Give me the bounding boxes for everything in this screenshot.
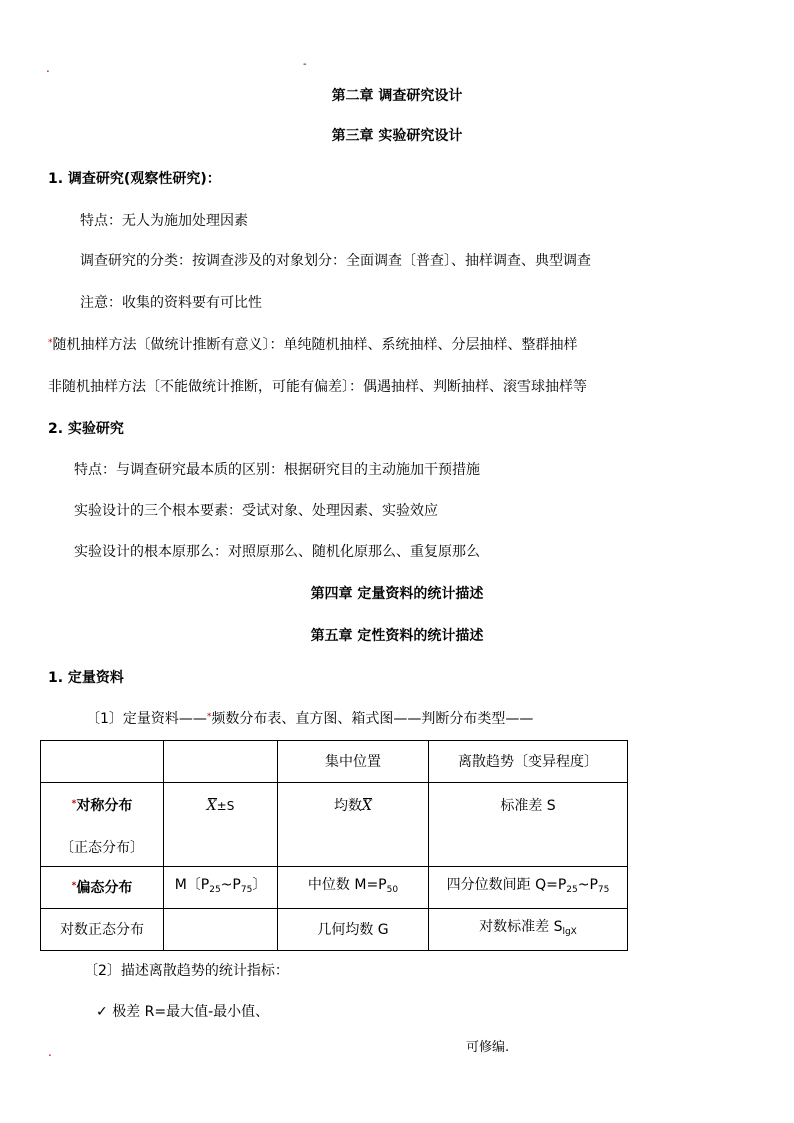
star-mark: * xyxy=(48,338,53,348)
chapter-5-title: 第五章 定性资料的统计描述 xyxy=(310,628,484,644)
symmetric-label: 对称分布 xyxy=(76,798,133,814)
random-sampling-line xyxy=(48,336,578,354)
experiment-principles: 实验设计的根本原那么：对照原那么、随机化原那么、重复原那么 xyxy=(74,544,480,560)
nonrandom-sampling-line: 非随机抽样方法〔不能做统计推断，可能有偏差〕：偶遇抽样、判断抽样、滚雪球抽样等 xyxy=(48,379,587,395)
experiment-features: 特点：与调查研究最本质的区别：根据研究目的主动施加干预措施 xyxy=(74,462,480,478)
subscript: 25 xyxy=(209,885,221,895)
table-row xyxy=(41,867,628,909)
text-part: 对数标准差 S xyxy=(479,919,563,935)
subscript: lgX xyxy=(562,927,577,937)
footer-dot: . xyxy=(48,1045,52,1059)
footer-editable-note: 可修编. xyxy=(466,1040,510,1055)
checkmark-icon: ✓ xyxy=(96,1004,108,1020)
row-label-skewed xyxy=(41,867,164,909)
text-part: ~P xyxy=(577,877,598,893)
symmetric-central-cell xyxy=(278,783,429,867)
subscript: 25 xyxy=(566,885,578,895)
section-survey-heading: 1. 调查研究(观察性研究)： xyxy=(48,171,221,187)
text-part: M〔P xyxy=(174,877,210,893)
text-part: 中位数 M=P xyxy=(307,877,387,893)
header-dash: - xyxy=(303,59,307,70)
random-sampling-text: 随机抽样方法〔做统计推断有意义〕：单纯随机抽样、系统抽样、分层抽样、整群抽样 xyxy=(52,337,578,353)
row-label-lognormal: 对数正态分布 xyxy=(41,909,164,951)
plus-minus-s: ±S xyxy=(216,799,235,813)
symmetric-range-cell xyxy=(164,783,278,867)
mean-label: 均数 xyxy=(334,798,363,814)
lognormal-range-cell xyxy=(164,909,278,951)
range-item xyxy=(96,1003,269,1021)
quantitative-sub1 xyxy=(86,710,533,728)
star-mark: * xyxy=(71,880,77,891)
experiment-elements: 实验设计的三个根本要素：受试对象、处理因素、实验效应 xyxy=(74,503,438,519)
text-part: 〕 xyxy=(252,877,267,893)
chapter-4-title: 第四章 定量资料的统计描述 xyxy=(310,586,484,602)
skewed-dispersion-cell xyxy=(429,867,628,909)
star-mark: * xyxy=(71,799,77,809)
quantitative-sub2: 〔2〕描述离散趋势的统计指标： xyxy=(84,963,289,979)
subscript: 75 xyxy=(597,885,610,895)
table-header-cell: 离散趋势〔变异程度〕 xyxy=(429,741,628,783)
table-row xyxy=(41,783,628,867)
subscript: 50 xyxy=(386,885,399,895)
table-header-row xyxy=(41,741,628,783)
range-text: 极差 R=最大值-最小值、 xyxy=(112,1004,270,1020)
skewed-label: 偏态分布 xyxy=(76,879,133,896)
sub1-text: 频数分布表、直方图、箱式图——判断分布类型—— xyxy=(211,711,534,727)
skewed-range-cell xyxy=(164,867,278,909)
subscript: 75 xyxy=(240,885,253,895)
header-dot: . xyxy=(46,61,50,75)
normal-distribution-note: 〔正态分布〕 xyxy=(60,840,144,856)
sub1-prefix: 〔1〕定量资料—— xyxy=(86,711,207,727)
survey-note: 注意：收集的资料要有可比性 xyxy=(80,295,262,311)
text-part: ~P xyxy=(220,877,241,893)
table-header-cell: 集中位置 xyxy=(278,741,429,783)
skewed-central-cell xyxy=(278,867,429,909)
symmetric-dispersion-cell: 标准差 S xyxy=(429,783,628,867)
section-experiment-heading: 2. 实验研究 xyxy=(48,421,124,437)
section-quantitative-heading: 1. 定量资料 xyxy=(48,670,124,686)
xbar-symbol: X xyxy=(362,798,372,814)
distribution-table xyxy=(40,740,628,951)
row-label-symmetric xyxy=(41,783,164,867)
lognormal-dispersion-cell xyxy=(429,909,628,951)
lognormal-central-cell: 几何均数 G xyxy=(278,909,429,951)
survey-classification: 调查研究的分类：按调查涉及的对象划分：全面调查〔普查〕、抽样调查、典型调查 xyxy=(80,253,591,269)
table-row xyxy=(41,909,628,951)
xbar-symbol: X xyxy=(206,798,217,814)
table-header-cell xyxy=(164,741,278,783)
star-mark: * xyxy=(206,712,212,722)
survey-features: 特点：无人为施加处理因素 xyxy=(80,213,248,229)
chapter-3-title: 第三章 实验研究设计 xyxy=(331,128,463,144)
text-part: 四分位数间距 Q=P xyxy=(446,877,567,893)
chapter-2-title: 第二章 调查研究设计 xyxy=(331,88,463,104)
table-header-cell xyxy=(41,741,164,783)
